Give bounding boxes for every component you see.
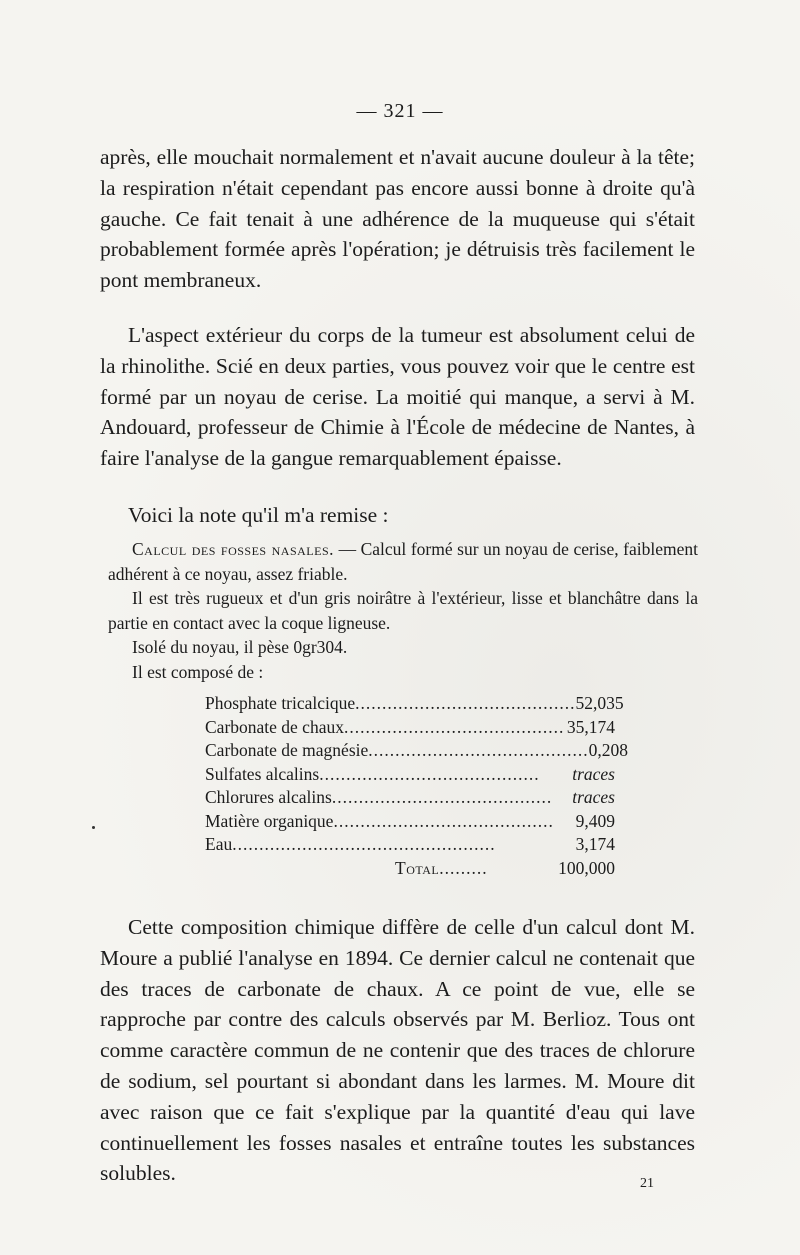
composition-value: traces — [572, 763, 615, 784]
leader-dots: ................................................. — [232, 834, 496, 854]
leader-dots: ......................................... — [331, 787, 553, 807]
composition-row — [205, 787, 615, 811]
paragraph-continuation — [100, 142, 695, 296]
composition-row — [205, 764, 615, 788]
leader-dots: ......................................... — [333, 810, 554, 831]
leader-dots: ......................................... — [355, 693, 576, 713]
margin-mark — [92, 826, 95, 829]
leader-dots: ......................................... — [343, 716, 565, 737]
composition-row — [205, 693, 624, 717]
composition-name: Chlorures alcalins — [205, 787, 332, 807]
paragraph-text: Voici la note qu'il m'a remise : — [128, 503, 389, 527]
composition-value: 9,409 — [575, 810, 615, 831]
total-value: 100,000 — [558, 857, 615, 878]
composition-value: 52,035 — [575, 693, 624, 713]
composition-name: Carbonate de magnésie — [205, 740, 369, 760]
composition-row — [205, 811, 615, 835]
paragraph-text: après, elle mouchait normalement et n'avait aucune douleur à la tête; la respiration n'était cependant pas encore aussi bonne à droite qu'à gauche. Ce fait tenait à une adhérence de la muqueuse qui s'était probablement formée après l'opération; je détruisis très facilement le pont membraneux. — [100, 145, 695, 293]
composition-value: traces — [572, 787, 615, 807]
note-line: Il est très rugueux et d'un gris noirâtre à l'extérieur, lisse et blanchâtre dans la partie en contact avec la coque ligneuse. — [108, 588, 698, 633]
composition-name: Eau — [205, 834, 233, 854]
paragraph-tumor-aspect — [100, 320, 695, 474]
leader-dots: ......................................... — [319, 763, 540, 784]
paragraph-text: Cette composition chimique diffère de celle d'un calcul dont M. Moure a publié l'analyse en 1894. Ce dernier calcul ne contenait que des traces de carbonate de chaux. A ce point de vue, elle se rapproche par contre des calculs observés par M. Berlioz. Tous ont comme caractère commun de ne contenir que des traces de chlorure de sodium, sel pourtant si abondant dans les larmes. M. Moure dit avec raison que ce fait s'explique par la quantité d'eau qui lave continuellement les fosses nasales et entraîne toutes les substances solubles. — [100, 915, 695, 1186]
composition-row — [205, 717, 615, 741]
composition-name: Sulfates alcalins — [205, 763, 320, 784]
composition-name: Carbonate de chaux — [205, 716, 344, 737]
composition-table — [205, 693, 629, 881]
composition-name: Phosphate tricalcique — [205, 693, 356, 713]
composition-value: 3,174 — [575, 834, 615, 854]
note-line: Il est composé de : — [132, 661, 264, 682]
composition-row — [205, 834, 615, 858]
composition-row — [205, 740, 629, 764]
paragraph-text: L'aspect extérieur du corps de la tumeur est absolument celui de la rhinolithe. Scié en deux parties, vous pouvez voir que le centre est formé par un noyau de cerise. La moitié qui manque, a servi à M. Andouard, professeur de Chimie à l'École de médecine de Nantes, à faire l'analyse de la gangue remarquablement épaisse. — [100, 323, 695, 471]
composition-value: 35,174 — [566, 716, 615, 737]
composition-name: Matière organique — [205, 810, 334, 831]
paragraph-note-intro — [100, 500, 695, 531]
note-heading: Calcul des fosses nasales. — [132, 539, 335, 559]
composition-value: 0,208 — [588, 740, 629, 760]
note-text: — Calcul formé sur un noyau de cerise, faiblement adhérent à ce noyau, assez friable. — [108, 539, 699, 584]
page-number: — 321 — — [356, 100, 444, 122]
total-label: Total — [395, 857, 440, 878]
leader-dots: ......... — [439, 857, 488, 878]
chemical-note — [108, 537, 698, 684]
total-row — [205, 858, 615, 882]
note-line: Isolé du noyau, il pèse 0gr304. — [132, 637, 348, 657]
note-line — [108, 537, 698, 586]
paragraph-comparison — [100, 912, 695, 1189]
signature-mark: 21 — [640, 1176, 654, 1191]
leader-dots: ......................................... — [368, 740, 589, 760]
